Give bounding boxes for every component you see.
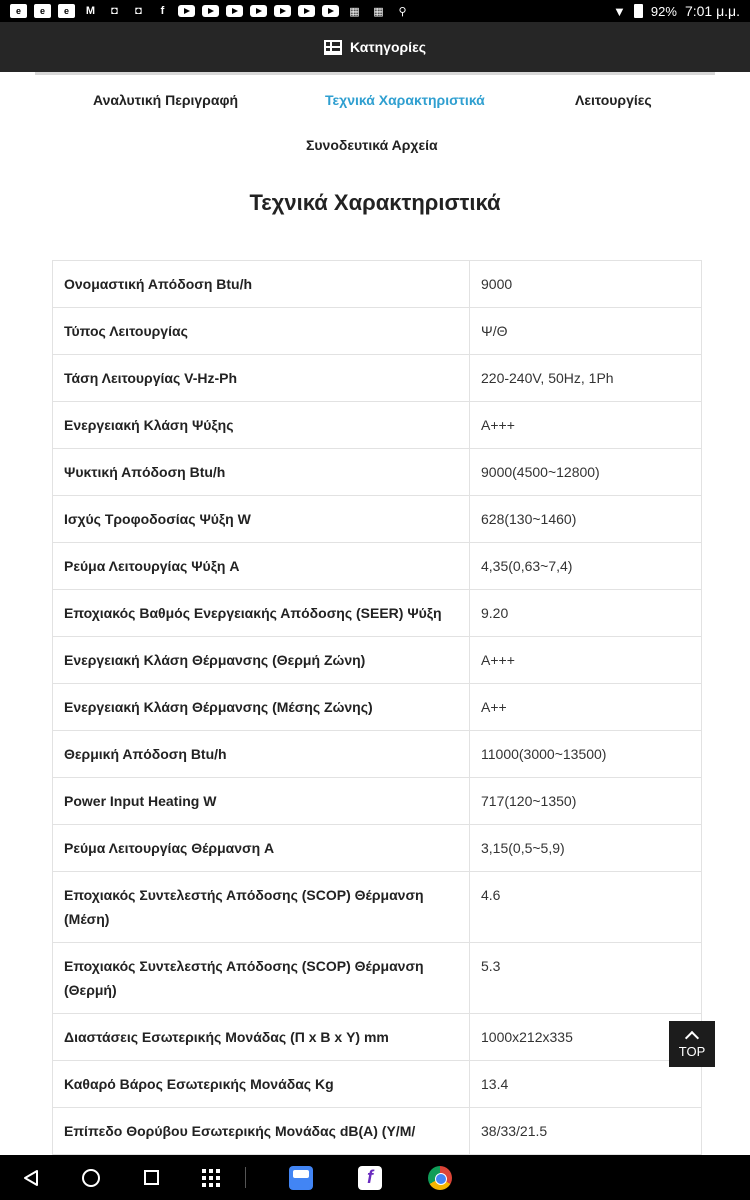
battery-percent: 92% — [650, 3, 677, 19]
spec-key: Διαστάσεις Εσωτερικής Μονάδας (Π x Β x Υ) mm — [53, 1014, 470, 1061]
table-row — [53, 1108, 702, 1155]
ebay-icon: e — [10, 4, 27, 18]
spec-key: Καθαρό Βάρος Εσωτερικής Μονάδας Kg — [53, 1061, 470, 1108]
spec-value: 11000(3000~13500) — [470, 731, 702, 778]
spec-value: A+++ — [470, 402, 702, 449]
tab-technical-specs[interactable]: Τεχνικά Χαρακτηριστικά — [325, 92, 485, 108]
spec-key: Επίπεδο Θορύβου Εσωτερικής Μονάδας dB(A) (Υ/Μ/ — [53, 1108, 470, 1155]
spec-value: 628(130~1460) — [470, 496, 702, 543]
table-row — [53, 1014, 702, 1061]
spec-key: Ονομαστική Απόδοση Btu/h — [53, 261, 470, 308]
spec-key: Ενεργειακή Κλάση Ψύξης — [53, 402, 470, 449]
battery-icon — [634, 4, 643, 18]
categories-label: Κατηγορίες — [349, 39, 426, 55]
spec-value: 4,35(0,63~7,4) — [470, 543, 702, 590]
table-row — [53, 731, 702, 778]
spec-value: 1000x212x335 — [470, 1014, 702, 1061]
recents-button[interactable] — [135, 1155, 167, 1200]
spec-key: Θερμική Απόδοση Btu/h — [53, 731, 470, 778]
table-row — [53, 1061, 702, 1108]
table-row — [53, 308, 702, 355]
spec-value: 9000(4500~12800) — [470, 449, 702, 496]
spec-key: Ρεύμα Λειτουργίας Θέρμανση A — [53, 825, 470, 872]
spec-value: A++ — [470, 684, 702, 731]
spec-value: 4.6 — [470, 872, 702, 943]
spec-value: 38/33/21.5 — [470, 1108, 702, 1155]
spec-key: Τάση Λειτουργίας V-Hz-Ph — [53, 355, 470, 402]
youtube-icon — [298, 5, 315, 17]
spec-value: 5.3 — [470, 943, 702, 1014]
table-row — [53, 261, 702, 308]
instagram-icon: ◘ — [135, 5, 142, 17]
location-icon: ⚲ — [398, 5, 407, 18]
calendar-icon: ▦ — [349, 5, 360, 18]
instagram-icon: ◘ — [111, 5, 118, 17]
table-row — [53, 449, 702, 496]
table-row — [53, 778, 702, 825]
gboard-app-button[interactable] — [286, 1155, 316, 1200]
gboard-app-icon — [289, 1166, 313, 1190]
youtube-icon — [274, 5, 291, 17]
table-row — [53, 872, 702, 943]
fiverr-icon: f — [160, 5, 165, 17]
recents-icon — [144, 1170, 159, 1185]
spec-key: Εποχιακός Συντελεστής Απόδοσης (SCOP) Θέρμανση (Μέση) — [53, 872, 470, 943]
spec-key: Ψυκτική Απόδοση Btu/h — [53, 449, 470, 496]
nav-divider — [245, 1167, 246, 1188]
gmail-icon: M — [85, 5, 96, 17]
scroll-top-button[interactable] — [669, 1021, 715, 1067]
youtube-icon — [178, 5, 195, 17]
home-button[interactable] — [75, 1155, 107, 1200]
spec-value: 9.20 — [470, 590, 702, 637]
spec-value: 717(120~1350) — [470, 778, 702, 825]
fiverr-app-button[interactable] — [355, 1155, 385, 1200]
table-row — [53, 355, 702, 402]
app-drawer-icon — [202, 1169, 220, 1187]
spec-key: Ενεργειακή Κλάση Θέρμανσης (Θερμή Ζώνη) — [53, 637, 470, 684]
fiverr-app-icon: f — [358, 1166, 382, 1190]
status-bar — [0, 0, 750, 22]
youtube-icon — [250, 5, 267, 17]
spec-value: A+++ — [470, 637, 702, 684]
spec-value: 13.4 — [470, 1061, 702, 1108]
table-row — [53, 637, 702, 684]
calendar-icon: ▦ — [373, 5, 384, 18]
home-icon — [82, 1169, 100, 1187]
spec-key: Ενεργειακή Κλάση Θέρμανσης (Μέσης Ζώνης) — [53, 684, 470, 731]
chrome-app-icon — [428, 1166, 452, 1190]
back-icon — [22, 1169, 40, 1187]
app-drawer-button[interactable] — [195, 1155, 227, 1200]
back-button[interactable] — [15, 1155, 47, 1200]
youtube-icon — [226, 5, 243, 17]
table-row — [53, 825, 702, 872]
specs-table — [52, 260, 702, 1155]
tab-description[interactable]: Αναλυτική Περιγραφή — [93, 92, 239, 108]
spec-value: Ψ/Θ — [470, 308, 702, 355]
status-right — [613, 3, 740, 19]
section-title: Τεχνικά Χαρακτηριστικά — [249, 190, 501, 215]
spec-value: 3,15(0,5~5,9) — [470, 825, 702, 872]
spec-key: Τύπος Λειτουργίας — [53, 308, 470, 355]
spec-key: Ρεύμα Λειτουργίας Ψύξη A — [53, 543, 470, 590]
table-row — [53, 684, 702, 731]
tab-attached-files[interactable]: Συνοδευτικά Αρχεία — [306, 137, 438, 153]
table-row — [53, 590, 702, 637]
table-row — [53, 543, 702, 590]
spec-value: 9000 — [470, 261, 702, 308]
chrome-app-button[interactable] — [425, 1155, 455, 1200]
wifi-icon: ▼ — [613, 3, 626, 19]
ebay-icon: e — [58, 4, 75, 18]
table-row — [53, 402, 702, 449]
list-icon — [324, 40, 342, 55]
notification-icons — [10, 4, 613, 18]
table-row — [53, 496, 702, 543]
spec-key: Εποχιακός Συντελεστής Απόδοσης (SCOP) Θέρμανση (Θερμή) — [53, 943, 470, 1014]
spec-key: Power Input Heating W — [53, 778, 470, 825]
youtube-icon — [322, 5, 339, 17]
table-row — [53, 943, 702, 1014]
navigation-bar — [0, 1155, 750, 1200]
clock: 7:01 μ.μ. — [684, 3, 740, 19]
top-label: TOP — [678, 1044, 706, 1059]
categories-button[interactable] — [0, 22, 750, 72]
youtube-icon — [202, 5, 219, 17]
ebay-icon: e — [34, 4, 51, 18]
spec-key: Εποχιακός Βαθμός Ενεργειακής Απόδοσης (SEER) Ψύξη — [53, 590, 470, 637]
spec-key: Ισχύς Τροφοδοσίας Ψύξη W — [53, 496, 470, 543]
spec-value: 220-240V, 50Hz, 1Ph — [470, 355, 702, 402]
tab-functions[interactable]: Λειτουργίες — [575, 92, 652, 108]
chevron-up-icon — [685, 1031, 699, 1045]
image-strip — [35, 72, 715, 75]
